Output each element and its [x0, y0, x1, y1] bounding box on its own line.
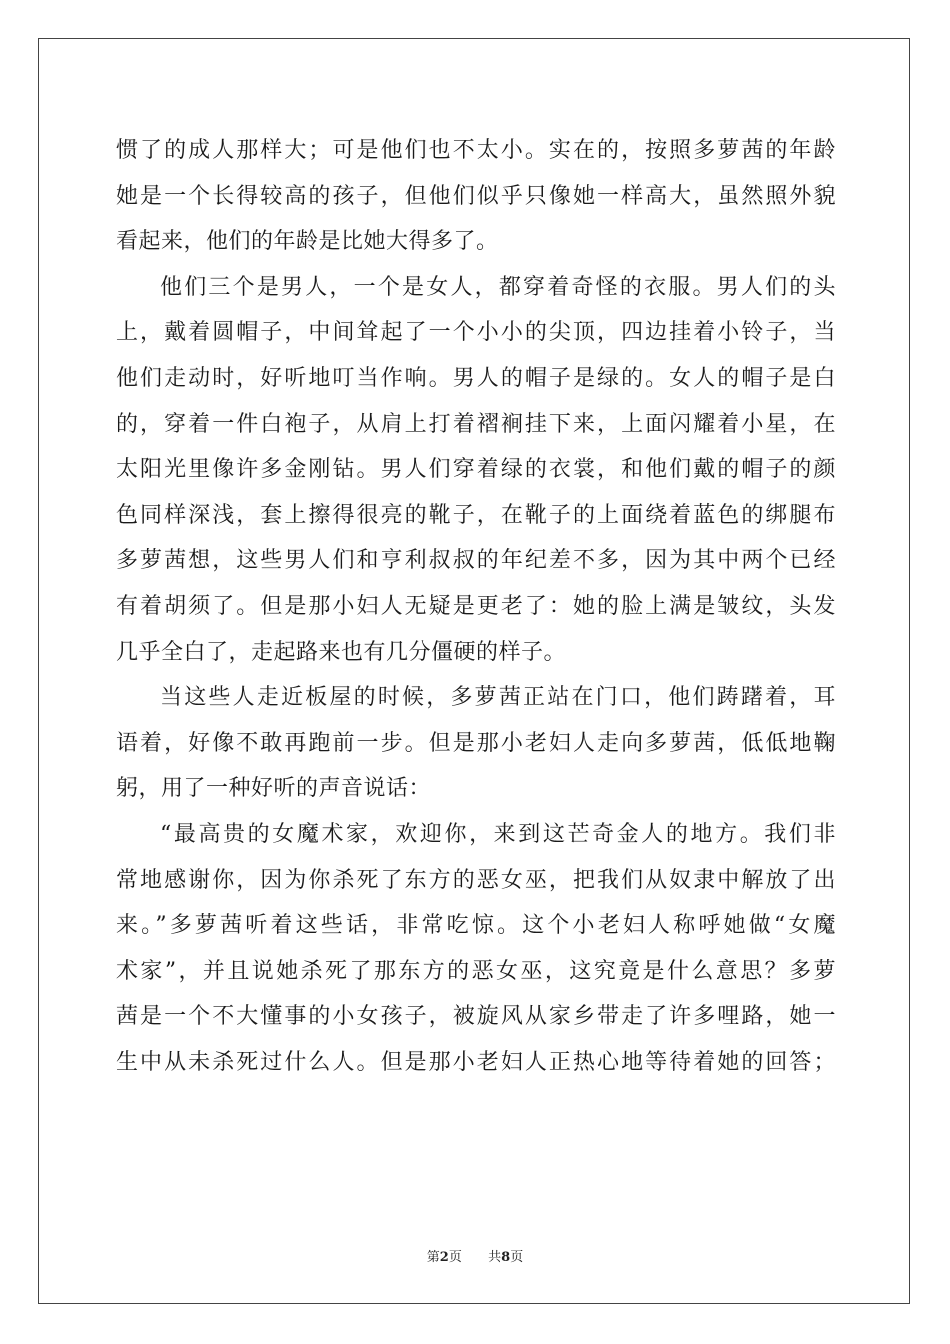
text-line: 常地感谢你，因为你杀死了东方的恶女巫，把我们从奴隶中解放了出 [116, 867, 836, 893]
text-line: 的，穿着一件白袍子，从肩上打着褶裥挂下来，上面闪耀着小星，在 [116, 411, 836, 437]
text-line: 惯了的成人那样大；可是他们也不太小。实在的，按照多萝茜的年龄 [116, 138, 836, 163]
page-footer [0, 1246, 950, 1265]
total-suffix: 页 [510, 1250, 524, 1265]
text-line: 有着胡须了。但是那小妇人无疑是更老了：她的脸上满是皱纹，头发 [116, 593, 836, 619]
paragraph-start-line: 当这些人走近板屋的时候，多萝茜正站在门口，他们踌躇着，耳 [160, 685, 836, 711]
text-line: 多萝茜想，这些男人们和亨利叔叔的年纪差不多，因为其中两个已经 [116, 548, 836, 574]
total-pages: 8 [501, 1250, 511, 1265]
text-line: 她是一个长得较高的孩子，但他们似乎只像她一样高大，虽然照外貌 [116, 183, 836, 209]
text-line: 生中从未杀死过什么人。但是那小老妇人正热心地等待着她的回答； [116, 1049, 836, 1075]
total-prefix: 共 [488, 1250, 502, 1265]
text-line: 来。”多萝茜听着这些话，非常吃惊。这个小老妇人称呼她做“女魔 [116, 913, 836, 939]
text-line: 上，戴着圆帽子，中间耸起了一个小小的尖顶，四边挂着小铃子，当 [116, 320, 836, 346]
text-line: 语着，好像不敢再跑前一步。但是那小老妇人走向多萝茜，低低地鞠 [116, 730, 836, 756]
document-body [116, 128, 836, 1085]
page-suffix: 页 [448, 1250, 462, 1265]
text-line: 色同样深浅，套上擦得很亮的靴子，在靴子的上面绕着蓝色的绑腿布 [116, 502, 836, 528]
text-line: 茜是一个不大懂事的小女孩子，被旋风从家乡带走了许多哩路，她一 [116, 1004, 836, 1030]
paragraph-start-line: 他们三个是男人，一个是女人，都穿着奇怪的衣服。男人们的头 [160, 274, 836, 300]
text-line: 他们走动时，好听地叮当作响。男人的帽子是绿的。女人的帽子是白 [116, 365, 836, 391]
page-total [488, 1246, 523, 1265]
page-prefix: 第 [426, 1250, 440, 1265]
current-page: 2 [439, 1250, 449, 1265]
page-number [427, 1246, 462, 1265]
text-line: 几乎全白了，走起路来也有几分僵硬的样子。 [116, 639, 567, 665]
text-line: 躬，用了一种好听的声音说话： [116, 776, 432, 802]
text-line: 术家”，并且说她杀死了那东方的恶女巫，这究竟是什么意思？多萝 [116, 958, 836, 984]
text-line: 太阳光里像许多金刚钻。男人们穿着绿的衣裳，和他们戴的帽子的颜 [116, 457, 836, 483]
text-line: 看起来，他们的年龄是比她大得多了。 [116, 229, 499, 255]
paragraph-start-line: “最高贵的女魔术家，欢迎你，来到这芒奇金人的地方。我们非 [160, 821, 836, 847]
